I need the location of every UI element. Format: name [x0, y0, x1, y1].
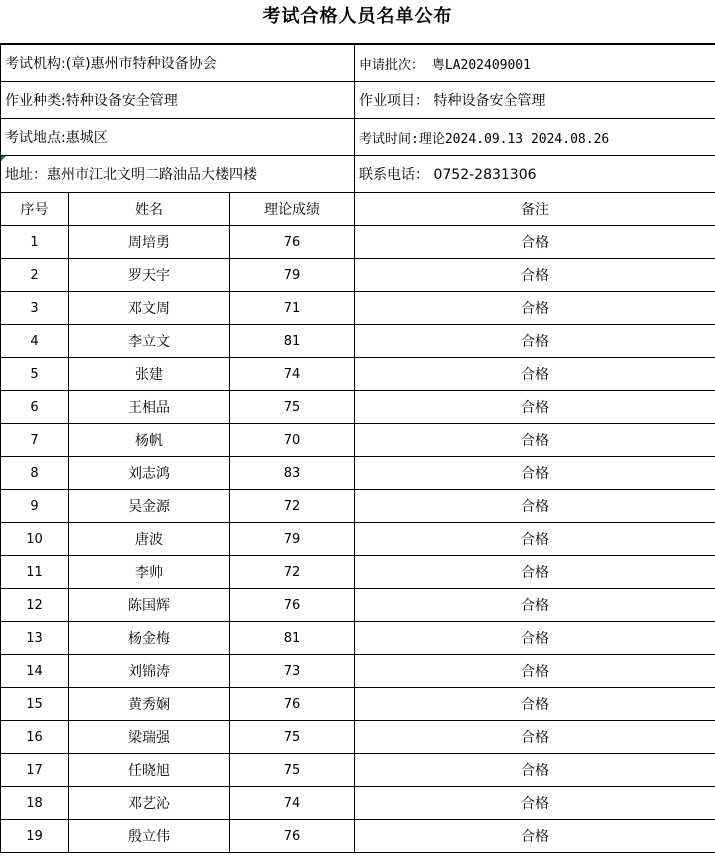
- cell-score: 72: [230, 490, 355, 523]
- table-row: [1, 721, 715, 754]
- cell-score: 81: [230, 325, 355, 358]
- cell-name: 刘锦涛: [69, 655, 230, 688]
- cell-name: 殷立伟: [69, 820, 230, 853]
- cell-name: 周培勇: [69, 226, 230, 259]
- cell-no: 18: [1, 787, 69, 820]
- cell-score: 79: [230, 523, 355, 556]
- info-row-org: [1, 45, 715, 82]
- cell-name: 杨帆: [69, 424, 230, 457]
- exam-location: 考试地点:惠城区: [1, 119, 355, 156]
- cell-remark: 合格: [355, 622, 715, 655]
- cell-remark: 合格: [355, 589, 715, 622]
- table-row: [1, 688, 715, 721]
- cell-name: 杨金梅: [69, 622, 230, 655]
- header-score: 理论成绩: [230, 193, 355, 226]
- cell-no: 3: [1, 292, 69, 325]
- table-row: [1, 589, 715, 622]
- cell-name: 王相品: [69, 391, 230, 424]
- table-row: [1, 259, 715, 292]
- cell-score: 76: [230, 688, 355, 721]
- cell-remark: 合格: [355, 490, 715, 523]
- cell-remark: 合格: [355, 358, 715, 391]
- table-row: [1, 457, 715, 490]
- cell-score: 72: [230, 556, 355, 589]
- cell-name: 张建: [69, 358, 230, 391]
- table-row: [1, 358, 715, 391]
- table-row: [1, 325, 715, 358]
- cell-score: 74: [230, 358, 355, 391]
- info-row-location: [1, 119, 715, 156]
- cell-name: 李帅: [69, 556, 230, 589]
- table-row: [1, 523, 715, 556]
- cell-no: 15: [1, 688, 69, 721]
- cell-score: 79: [230, 259, 355, 292]
- cell-name: 吴金源: [69, 490, 230, 523]
- cell-no: 6: [1, 391, 69, 424]
- work-category: 作业种类:特种设备安全管理: [1, 82, 355, 119]
- cell-no: 16: [1, 721, 69, 754]
- header-remark: 备注: [355, 193, 715, 226]
- cell-score: 76: [230, 226, 355, 259]
- work-project: 作业项目： 特种设备安全管理: [355, 82, 715, 119]
- table-row: [1, 787, 715, 820]
- cell-name: 邓艺沁: [69, 787, 230, 820]
- table-row: [1, 424, 715, 457]
- cell-no: 12: [1, 589, 69, 622]
- cell-name: 刘志鸿: [69, 457, 230, 490]
- cell-remark: 合格: [355, 787, 715, 820]
- cell-no: 19: [1, 820, 69, 853]
- cell-remark: 合格: [355, 754, 715, 787]
- cell-score: 76: [230, 589, 355, 622]
- cell-no: 1: [1, 226, 69, 259]
- table-row: [1, 556, 715, 589]
- cell-name: 唐波: [69, 523, 230, 556]
- cell-no: 9: [1, 490, 69, 523]
- cell-remark: 合格: [355, 523, 715, 556]
- table-row: [1, 754, 715, 787]
- contact-phone: 联系电话： 0752-2831306: [355, 156, 715, 193]
- cell-score: 74: [230, 787, 355, 820]
- page-title: 考试合格人员名单公布: [0, 0, 715, 44]
- cell-score: 75: [230, 721, 355, 754]
- cell-remark: 合格: [355, 556, 715, 589]
- cell-name: 罗天宇: [69, 259, 230, 292]
- cell-no: 13: [1, 622, 69, 655]
- cell-remark: 合格: [355, 325, 715, 358]
- cell-remark: 合格: [355, 424, 715, 457]
- cell-score: 70: [230, 424, 355, 457]
- address: 地址：惠州市江北文明二路油品大楼四楼: [5, 167, 257, 183]
- cell-score: 83: [230, 457, 355, 490]
- cell-no: 5: [1, 358, 69, 391]
- cell-remark: 合格: [355, 655, 715, 688]
- cell-remark: 合格: [355, 292, 715, 325]
- cell-score: 76: [230, 820, 355, 853]
- cell-name: 梁瑞强: [69, 721, 230, 754]
- cell-name: 李立文: [69, 325, 230, 358]
- cell-no: 8: [1, 457, 69, 490]
- cell-comment-marker-icon: [1, 156, 6, 161]
- cell-name: 陈国辉: [69, 589, 230, 622]
- cell-remark: 合格: [355, 457, 715, 490]
- header-name: 姓名: [69, 193, 230, 226]
- cell-score: 73: [230, 655, 355, 688]
- exam-org: 考试机构:(章)惠州市特种设备协会: [1, 45, 355, 82]
- address-cell: [1, 156, 355, 193]
- table-row: [1, 391, 715, 424]
- cell-no: 4: [1, 325, 69, 358]
- table-row: [1, 820, 715, 853]
- cell-remark: 合格: [355, 259, 715, 292]
- cell-score: 75: [230, 391, 355, 424]
- info-row-category: [1, 82, 715, 119]
- cell-no: 17: [1, 754, 69, 787]
- header-no: 序号: [1, 193, 69, 226]
- info-row-address: [1, 156, 715, 193]
- cell-no: 14: [1, 655, 69, 688]
- table-row: [1, 655, 715, 688]
- cell-remark: 合格: [355, 688, 715, 721]
- cell-remark: 合格: [355, 820, 715, 853]
- cell-no: 11: [1, 556, 69, 589]
- cell-score: 71: [230, 292, 355, 325]
- table-row: [1, 292, 715, 325]
- cell-no: 10: [1, 523, 69, 556]
- table-row: [1, 622, 715, 655]
- exam-time: 考试时间:理论2024.09.13 2024.08.26: [355, 119, 715, 156]
- table-row: [1, 490, 715, 523]
- table-header-row: [1, 193, 715, 226]
- cell-remark: 合格: [355, 721, 715, 754]
- cell-name: 邓文周: [69, 292, 230, 325]
- cell-no: 7: [1, 424, 69, 457]
- cell-remark: 合格: [355, 391, 715, 424]
- table-row: [1, 226, 715, 259]
- apply-batch: 申请批次： 粤LA202409001: [355, 45, 715, 82]
- cell-no: 2: [1, 259, 69, 292]
- cell-name: 任晓旭: [69, 754, 230, 787]
- cell-name: 黄秀娴: [69, 688, 230, 721]
- cell-score: 75: [230, 754, 355, 787]
- cell-score: 81: [230, 622, 355, 655]
- cell-remark: 合格: [355, 226, 715, 259]
- results-table: [0, 44, 715, 853]
